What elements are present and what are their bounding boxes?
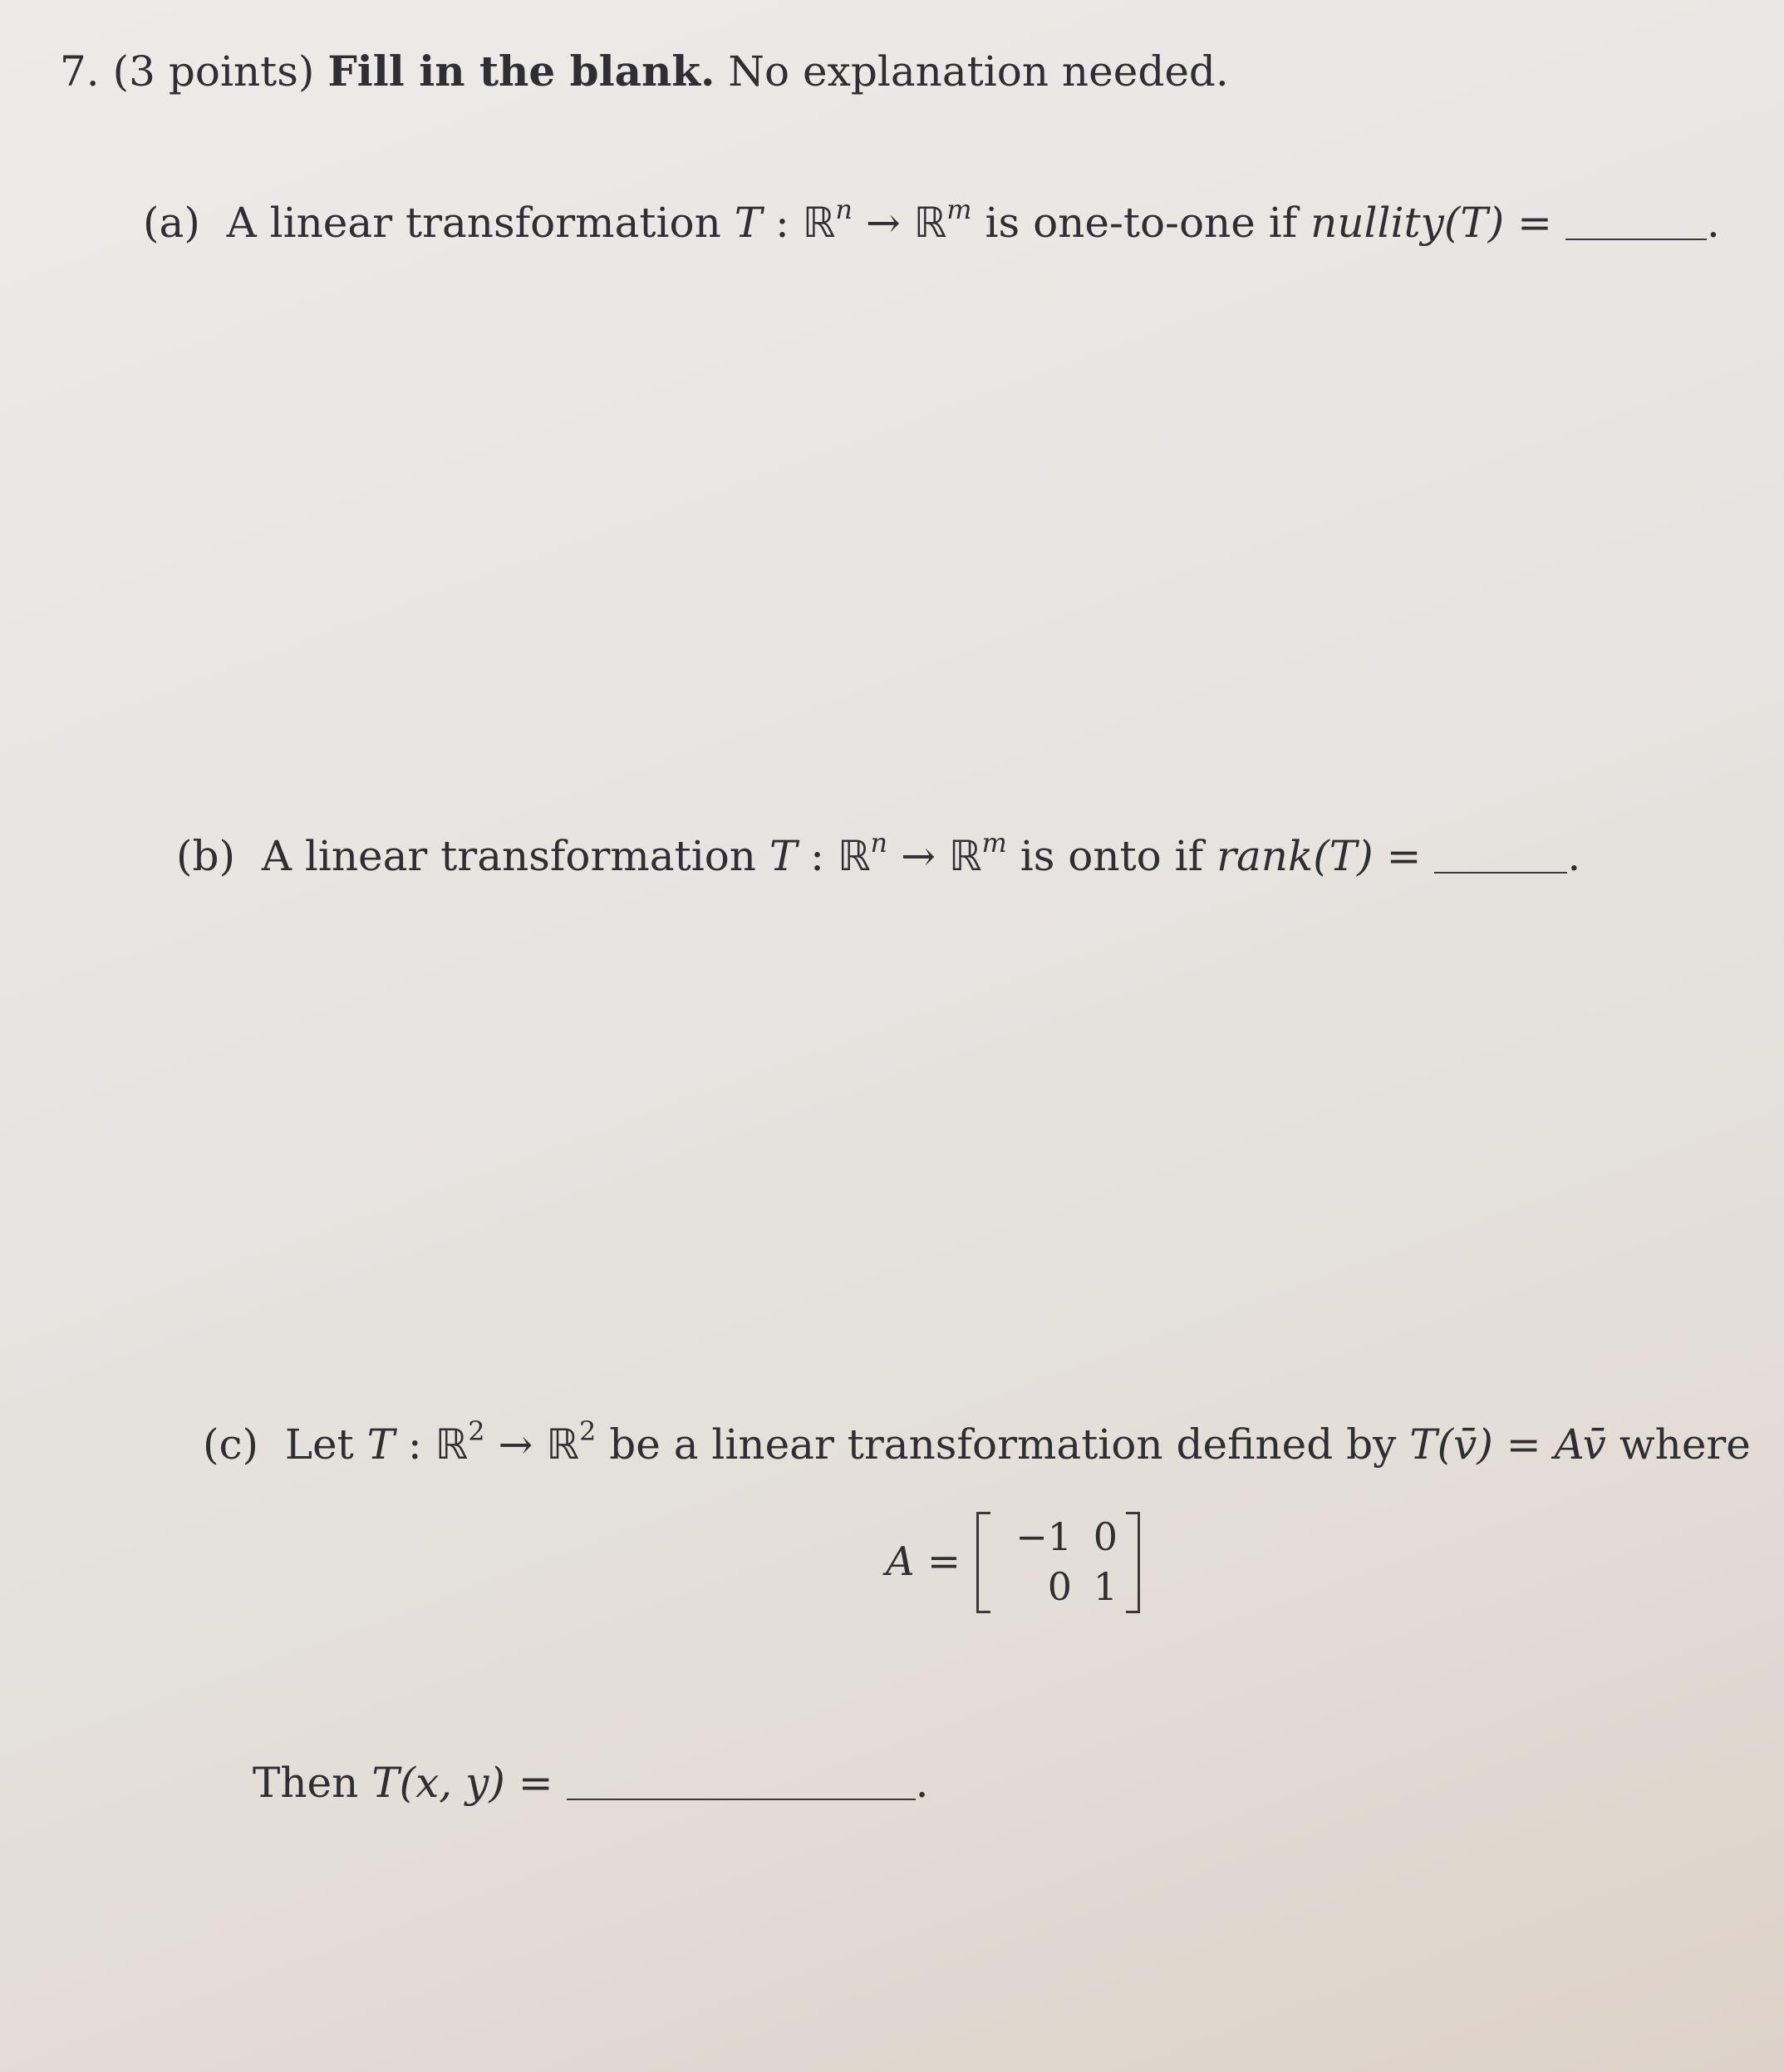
matrix-cell-2-1: 0 xyxy=(1047,1564,1072,1609)
part-c xyxy=(203,1415,1751,1469)
part-b-equals: = xyxy=(1386,832,1422,880)
part-a-colon: : xyxy=(774,199,789,247)
part-c-arrow: → xyxy=(498,1420,533,1469)
part-a-text: A linear transformation xyxy=(226,199,721,247)
question-title: Fill in the blank. xyxy=(327,47,715,96)
part-b-domain-exp: n xyxy=(870,827,888,859)
part-a-answer-blank[interactable] xyxy=(1565,238,1707,240)
part-b-colon: : xyxy=(810,832,825,880)
part-a-func: nullity(T) xyxy=(1310,199,1505,247)
part-b-period: . xyxy=(1567,832,1581,880)
part-a-map: T xyxy=(734,199,763,247)
part-c-where: where xyxy=(1619,1420,1751,1469)
part-a-domain: ℝ xyxy=(802,199,836,247)
part-c-answer-blank[interactable] xyxy=(567,1798,916,1800)
part-c-codomain: ℝ xyxy=(546,1420,579,1469)
part-c-let: Let xyxy=(284,1420,354,1469)
part-b-func: rank(T) xyxy=(1216,832,1374,880)
part-c-then xyxy=(253,1758,928,1808)
matrix-cell-1-2: 0 xyxy=(1093,1514,1118,1559)
part-b-codomain-exp: m xyxy=(981,827,1007,859)
part-c-then-equals: = xyxy=(518,1759,553,1807)
part-c-map: T xyxy=(366,1420,395,1469)
part-a-condition: is one-to-one if xyxy=(985,199,1298,247)
part-b-codomain: ℝ xyxy=(948,832,982,880)
part-b-arrow: → xyxy=(901,832,936,880)
part-c-text: be a linear transformation defined by xyxy=(609,1420,1397,1469)
question-header xyxy=(60,47,1229,96)
matrix-right-bracket xyxy=(1126,1512,1140,1613)
part-c-domain: ℝ xyxy=(435,1420,469,1469)
part-c-period: . xyxy=(915,1759,929,1807)
part-a-domain-exp: n xyxy=(835,194,853,225)
matrix-cell-2-2: 1 xyxy=(1093,1564,1118,1609)
part-c-domain-exp: 2 xyxy=(468,1415,485,1447)
matrix-cell-1-1: −1 xyxy=(1015,1514,1072,1559)
part-a-label: (a) xyxy=(143,199,200,247)
part-a-period: . xyxy=(1706,199,1720,247)
part-a-codomain: ℝ xyxy=(913,199,947,247)
part-c-colon: : xyxy=(407,1420,422,1469)
part-b-label: (b) xyxy=(176,832,236,880)
question-points: (3 points) xyxy=(112,47,315,96)
question-number: 7. xyxy=(60,47,100,96)
part-b-text: A linear transformation xyxy=(261,832,756,880)
part-c-then-func: T(x, y) xyxy=(371,1759,505,1807)
part-b-answer-blank[interactable] xyxy=(1434,871,1567,874)
part-a xyxy=(143,194,1720,248)
part-a-codomain-exp: m xyxy=(946,194,972,225)
part-a-arrow: → xyxy=(865,199,901,247)
part-c-then-text: Then xyxy=(253,1759,359,1807)
part-c-label: (c) xyxy=(203,1420,259,1469)
part-b-condition: is onto if xyxy=(1020,832,1204,880)
matrix-a xyxy=(881,1508,1155,1617)
part-b-domain: ℝ xyxy=(837,832,871,880)
matrix-left-bracket xyxy=(976,1512,990,1613)
question-instruction: No explanation needed. xyxy=(728,47,1229,96)
part-b xyxy=(176,827,1581,881)
part-c-definition: T(v̄) = Av̄ xyxy=(1409,1420,1606,1469)
part-a-equals: = xyxy=(1517,199,1553,247)
part-b-map: T xyxy=(769,832,798,880)
part-c-codomain-exp: 2 xyxy=(578,1415,597,1447)
matrix-name: A = xyxy=(886,1538,961,1585)
